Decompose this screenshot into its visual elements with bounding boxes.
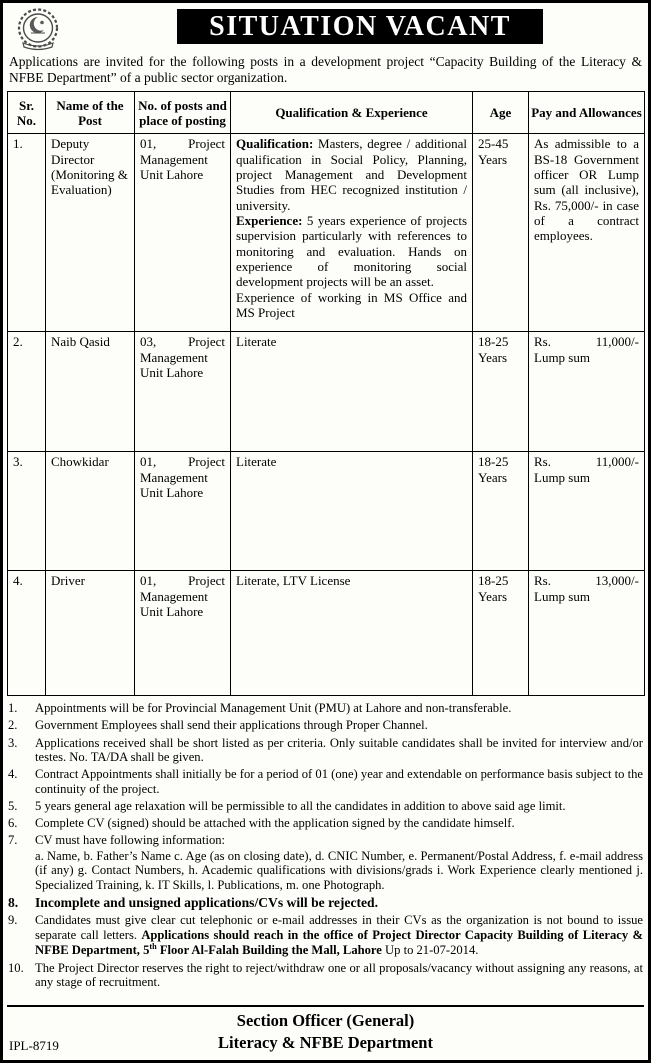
advert-footer: [7, 1005, 644, 1057]
note-number: 5.: [8, 798, 18, 813]
table-row: [8, 134, 645, 332]
experience-label: Experience:: [236, 213, 303, 229]
note-text: Candidates must give clear cut telephonic or e-mail addresses in their CVs as the organization is not bound to issue separate call letters.: [35, 913, 643, 942]
pay-amount: 13,000/-: [595, 573, 639, 589]
note-text: Complete CV (signed) should be attached with the application signed by the candidate himself.: [35, 816, 515, 831]
note-subtext: a. Name, b. Father’s Name c. Age (as on closing date), d. CNIC Number, e. Permanent/Postal Address, f. e-mail address (if any) g. Contact Numbers, h. Academic qualifications with divisions/grads i. Work Experience clearly mentioned j. Specialized Training, k. IT Skills, l. Publications, m. one Photograph.: [35, 848, 643, 892]
cell-sr: 3.: [8, 452, 46, 571]
note-item: [8, 961, 643, 990]
qualification-label: Qualification:: [236, 136, 314, 152]
note-item: [8, 718, 643, 733]
note-item: [8, 736, 643, 765]
col-header-qualification: Qualification & Experience: [231, 92, 473, 134]
cell-pay: [529, 452, 645, 571]
note-item: [8, 895, 643, 911]
note-body: [35, 913, 643, 958]
col-header-sr-no: Sr. No.: [8, 92, 46, 134]
note-number: 8.: [8, 895, 19, 910]
deadline-text: Up to 21-07-2014.: [381, 943, 479, 958]
advert-code: IPL-8719: [9, 1038, 59, 1053]
note-number: 1.: [8, 701, 18, 716]
note-text: Contract Appointments shall initially be for a period of 01 (one) year and extendable on performance basis subject to the continuity of the project.: [35, 767, 643, 796]
cell-sr: 4.: [8, 571, 46, 696]
note-item: [8, 833, 643, 892]
experience-paragraph: [236, 213, 467, 290]
cell-place: 03, Project Management Unit Lahore: [135, 332, 231, 452]
cell-post: Naib Qasid: [46, 332, 135, 452]
cell-post: Driver: [46, 571, 135, 696]
cell-place: 01, Project Management Unit Lahore: [135, 134, 231, 332]
pay-amount-line: [534, 334, 639, 349]
pay-type: Lump sum: [534, 469, 590, 485]
signatory-title: Section Officer (General): [236, 1011, 415, 1030]
pay-amount: 11,000/-: [595, 454, 639, 470]
pay-currency: Rs.: [534, 573, 551, 589]
table-row: [8, 332, 645, 452]
cell-qualification: [231, 134, 473, 332]
note-text: 5 years general age relaxation will be permissible to all the candidates in addition to above said age limit.: [35, 798, 566, 813]
qualification-paragraph: [236, 136, 467, 213]
note-item: [8, 816, 643, 831]
cell-age: 25-45 Years: [473, 134, 529, 332]
ordinal-superscript: th: [149, 942, 157, 952]
note-item: [8, 701, 643, 716]
cell-qualification: Literate: [231, 332, 473, 452]
cell-post: Deputy Director (Monitoring & Evaluation): [46, 134, 135, 332]
cell-post: Chowkidar: [46, 452, 135, 571]
pay-amount-line: [534, 573, 639, 588]
note-body: [35, 833, 643, 892]
cell-qualification: Literate: [231, 452, 473, 571]
advert-header: [7, 6, 644, 52]
cell-pay: As admissible to a BS-18 Government officer OR Lump sum (all inclusive), Rs. 75,000/- in case of a contract employees.: [529, 134, 645, 332]
note-item: [8, 799, 643, 814]
note-text: CV must have following information:: [35, 833, 226, 848]
notes-list: [8, 701, 643, 1005]
note-number: 10.: [8, 960, 24, 975]
cell-place: 01, Project Management Unit Lahore: [135, 571, 231, 696]
intro-paragraph: Applications are invited for the following posts in a development project “Capacity Building of the Literacy & NFBE Department” of a public sector organization.: [9, 54, 642, 86]
page-title: SITUATION VACANT: [209, 10, 511, 42]
note-number: 3.: [8, 735, 18, 750]
note-number: 7.: [8, 833, 18, 848]
col-header-age: Age: [473, 92, 529, 134]
note-text: Applications received shall be short listed as per criteria. Only suitable candidates shall be invited for interview and/or testes. No. TA/DA shall be given.: [35, 735, 643, 765]
note-text: The Project Director reserves the right to reject/withdraw one or all proposals/vacancy without assigning any reasons, at any stage of recruitment.: [35, 960, 643, 990]
cell-qualification: Literate, LTV License: [231, 571, 473, 696]
pay-type: Lump sum: [534, 588, 590, 604]
col-header-pay: Pay and Allowances: [529, 92, 645, 134]
pay-currency: Rs.: [534, 334, 551, 350]
table-header-row: [8, 92, 645, 134]
department-name: Literacy & NFBE Department: [218, 1033, 433, 1053]
note-item: [8, 913, 643, 958]
note-number: 9.: [8, 913, 18, 928]
table-row: [8, 571, 645, 696]
note-number: 6.: [8, 816, 18, 831]
cell-sr: 1.: [8, 134, 46, 332]
note-text: Incomplete and unsigned applications/CVs will be rejected.: [35, 895, 379, 910]
note-text: Government Employees shall send their applications through Proper Channel.: [35, 718, 428, 733]
cell-age: 18-25 Years: [473, 571, 529, 696]
pay-amount: 11,000/-: [595, 334, 639, 350]
table-row: [8, 452, 645, 571]
cell-age: 18-25 Years: [473, 332, 529, 452]
pay-amount-line: [534, 454, 639, 469]
cell-pay: [529, 571, 645, 696]
pay-type: Lump sum: [534, 349, 590, 365]
government-crest-icon: [11, 7, 67, 51]
cell-sr: 2.: [8, 332, 46, 452]
note-item: [8, 767, 643, 796]
note-text: Appointments will be for Provincial Management Unit (PMU) at Lahore and non-transferable.: [35, 701, 512, 716]
experience-text: 5 years experience of projects supervision particularly with references to monitoring and evaluation. Hands on experience of monitoring social development projects will be an asset.: [236, 213, 468, 290]
note-number: 2.: [8, 718, 18, 733]
col-header-post: Name of the Post: [46, 92, 135, 134]
cell-place: 01, Project Management Unit Lahore: [135, 452, 231, 571]
col-header-posts-place: No. of posts and place of posting: [135, 92, 231, 134]
cell-age: 18-25 Years: [473, 452, 529, 571]
pay-currency: Rs.: [534, 454, 551, 470]
note-number: 4.: [8, 767, 18, 782]
cell-pay: [529, 332, 645, 452]
vacancy-table: [7, 91, 645, 696]
qualification-text: Masters, degree / additional qualification in Social Policy, Planning, project Management and Development Studies from HEC recognized institution / university.: [236, 136, 467, 213]
extra-experience-text: Experience of working in MS Office and MS Project: [236, 289, 467, 320]
application-address-bold-text: Applications should reach in the office of Project Director Capacity Building of Literacy & NFBE Department, 5: [35, 927, 643, 958]
title-banner: [177, 9, 543, 44]
application-address-bold-text: Floor Al-Falah Building the Mall, Lahore: [156, 943, 382, 958]
